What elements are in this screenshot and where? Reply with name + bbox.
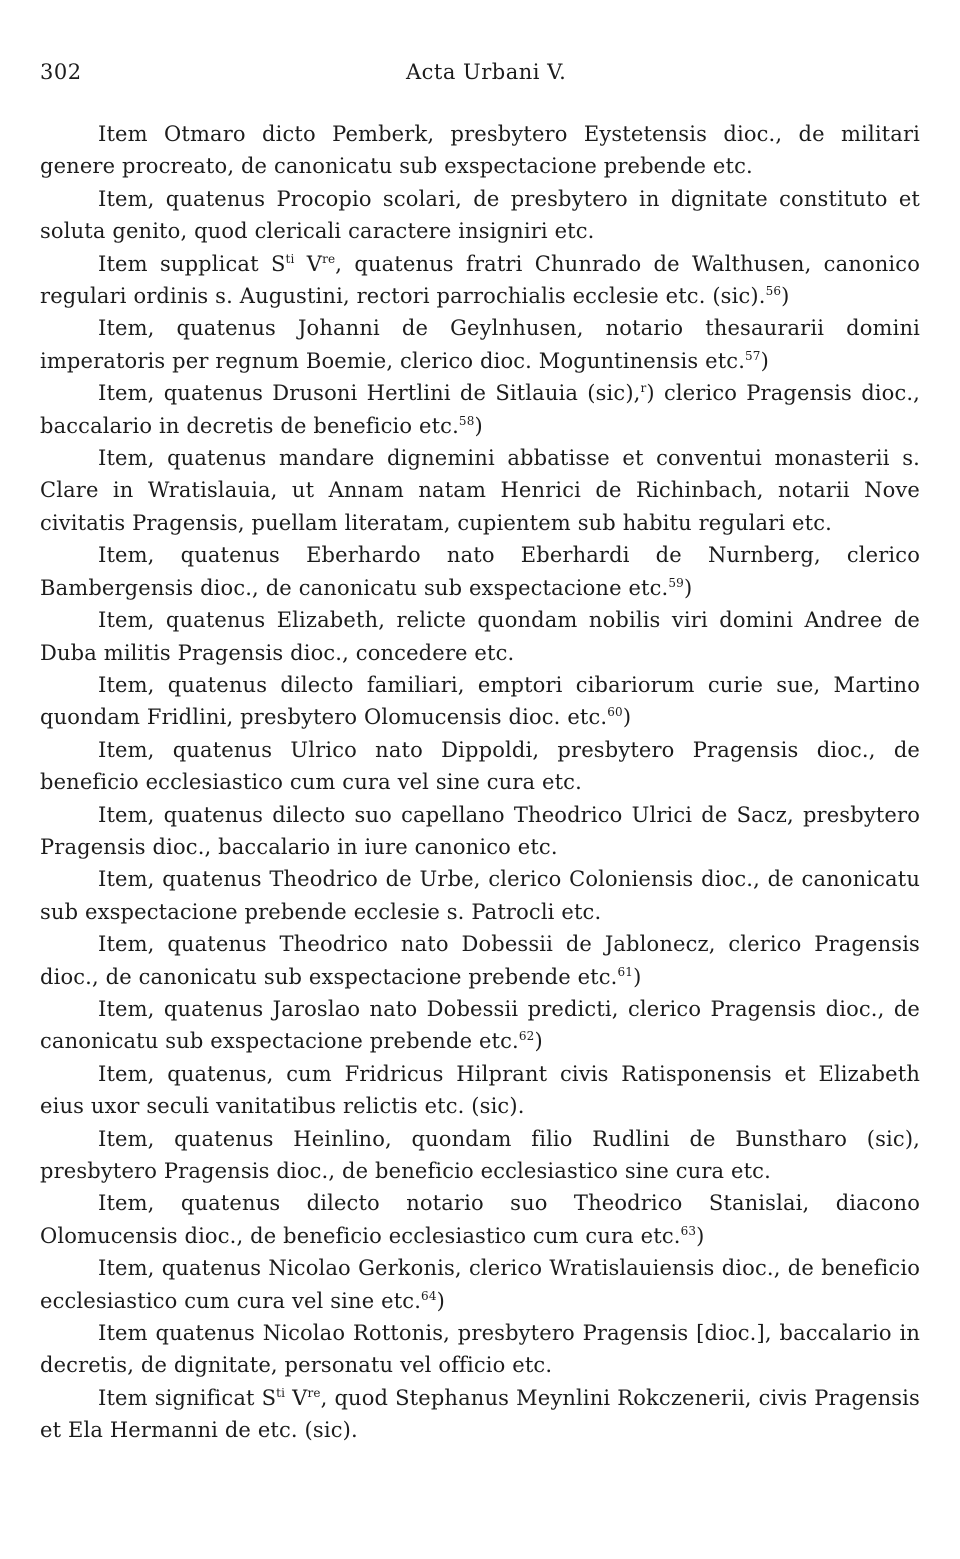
- entry-text: Item quatenus Nicolao Rottonis, presbytero Pragensis [dioc.], baccalario in decretis, de dignitate, personatu vel officio etc.: [40, 1321, 920, 1378]
- entry-paragraph: [40, 863, 920, 928]
- entry-text: Item, quatenus Theodrico nato Dobessii de Jablonecz, clerico Pragensis dioc., de canonicatu sub exspectacione prebende etc.: [40, 932, 920, 989]
- entry-text: , quod Stephanus Meynlini Rokczenerii, civis Pragensis et Ela Hermanni de etc. (sic).: [40, 1385, 920, 1443]
- entry-text: Item, quatenus dilecto suo capellano Theodrico Ulrici de Sacz, presbytero Pragensis dioc., baccalario in iure canonico etc.: [40, 802, 920, 859]
- running-title: Acta Urbani V.: [406, 60, 567, 84]
- entry-text: Item supplicat S: [98, 251, 286, 276]
- entry-text: ): [683, 575, 693, 600]
- page-number: 302: [40, 60, 82, 84]
- entry-text: ): [696, 1223, 705, 1248]
- entry-text: Item, quatenus Ulrico nato Dippoldi, presbytero Pragensis dioc., de beneficio ecclesiastico cum cura vel sine cura etc.: [40, 737, 920, 795]
- entry-paragraph: [40, 183, 920, 248]
- entry-paragraph: [40, 1187, 920, 1252]
- entry-text: Item, quatenus, cum Fridricus Hilprant civis Ratisponensis et Elizabeth eius uxor seculi vanitatibus relictis etc. (sic).: [40, 1061, 920, 1119]
- entry-text: ): [436, 1288, 445, 1313]
- entry-paragraph: [40, 442, 920, 539]
- entry-text: Item, quatenus Nicolao Gerkonis, clerico Wratislauiensis dioc., de beneficio ecclesiastico cum cura vel sine etc.: [40, 1256, 920, 1313]
- entry-text: V: [294, 251, 323, 276]
- entry-text: ): [474, 413, 483, 438]
- entry-text: Item, quatenus Jaroslao nato Dobessii predicti, clerico Pragensis dioc., de canonicatu sub exspectacione prebende etc.: [40, 996, 920, 1054]
- entry-text: Item, quatenus Heinlino, quondam filio Rudlini de Bunstharo (sic), presbytero Pragensis dioc., de beneficio ecclesiastico sine cura etc.: [40, 1126, 920, 1183]
- entry-text: Item, quatenus dilecto notario suo Theodrico Stanislai, diacono Olomucensis dioc., de beneficio ecclesiastico cum cura etc.: [40, 1191, 920, 1248]
- footnote-marker: 59: [668, 575, 684, 590]
- entry-paragraph: [40, 248, 920, 313]
- footnote-marker: 64: [421, 1288, 437, 1303]
- body-text: [40, 118, 920, 1447]
- entry-text: ): [534, 1029, 543, 1054]
- entry-text: ): [781, 284, 790, 309]
- entry-text: Item, quatenus Procopio scolari, de presbytero in dignitate constituto et soluta genito, quod clericali caractere insigniri etc.: [40, 186, 920, 244]
- entry-paragraph: [40, 734, 920, 799]
- entry-text: ) clerico Pragensis dioc., baccalario in decretis de beneficio etc.: [40, 381, 921, 438]
- entry-text: Item Otmaro dicto Pemberk, presbytero Eystetensis dioc., de militari genere procreato, de canonicatu sub exspectacione prebende etc.: [40, 122, 920, 179]
- entry-text: Item, quatenus dilecto familiari, emptori cibariorum curie sue, Martino quondam Fridlini, presbytero Olomucensis dioc. etc.: [40, 672, 920, 730]
- entry-text: Item significat S: [98, 1385, 277, 1410]
- entry-paragraph: [40, 1123, 920, 1188]
- entry-paragraph: [40, 928, 920, 993]
- entry-text: V: [285, 1385, 308, 1410]
- footnote-marker: 58: [458, 413, 475, 428]
- entry-paragraph: [40, 377, 920, 442]
- footnote-marker: 57: [745, 348, 761, 363]
- entry-text: ): [622, 705, 632, 730]
- entry-text: ): [760, 348, 769, 373]
- entry-text: Item, quatenus Drusoni Hertlini de Sitlauia (sic),: [98, 381, 641, 406]
- footnote-marker: 62: [518, 1029, 535, 1044]
- entry-paragraph: [40, 993, 920, 1058]
- entry-paragraph: [40, 669, 920, 734]
- entry-paragraph: [40, 799, 920, 864]
- entry-paragraph: [40, 539, 920, 604]
- footnote-marker: 61: [617, 964, 634, 979]
- footnote-marker: ti: [276, 1385, 286, 1400]
- entry-text: Item, quatenus Theodrico de Urbe, clerico Coloniensis dioc., de canonicatu sub exspectacione prebende ecclesie s. Patrocli etc.: [40, 867, 920, 924]
- entry-text: ): [633, 964, 642, 989]
- entry-text: , quatenus fratri Chunrado de Walthusen, canonico regulari ordinis s. Augustini, rectori parrochialis ecclesie etc. (sic).: [40, 251, 920, 309]
- entry-text: Item, quatenus Johanni de Geylnhusen, notario thesaurarii domini imperatoris per regnum Boemie, clerico dioc. Moguntinensis etc.: [40, 316, 920, 373]
- entry-paragraph: [40, 604, 920, 669]
- footnote-marker: re: [322, 251, 336, 266]
- footnote-marker: ti: [285, 251, 295, 266]
- entry-text: Item, quatenus mandare dignemini abbatisse et conventui monasterii s. Clare in Wratislauia, ut Annam natam Henrici de Richinbach, notarii Nove civitatis Pragensis, puellam literatam, cupientem sub habitu regulari etc.: [40, 446, 920, 535]
- page-header: [40, 60, 920, 90]
- entry-paragraph: [40, 1382, 920, 1447]
- footnote-marker: re: [307, 1385, 321, 1400]
- entry-paragraph: [40, 118, 920, 183]
- entry-paragraph: [40, 1317, 920, 1382]
- footnote-marker: r: [640, 381, 647, 396]
- footnote-marker: 56: [765, 284, 782, 299]
- entry-text: Item, quatenus Elizabeth, relicte quondam nobilis viri domini Andree de Duba militis Pragensis dioc., concedere etc.: [40, 608, 920, 665]
- entry-paragraph: [40, 1058, 920, 1123]
- entry-paragraph: [40, 312, 920, 377]
- entry-paragraph: [40, 1252, 920, 1317]
- footnote-marker: 60: [607, 705, 623, 720]
- footnote-marker: 63: [680, 1223, 697, 1238]
- entry-text: Item, quatenus Eberhardo nato Eberhardi de Nurnberg, clerico Bambergensis dioc., de canonicatu sub exspectacione etc.: [40, 543, 920, 600]
